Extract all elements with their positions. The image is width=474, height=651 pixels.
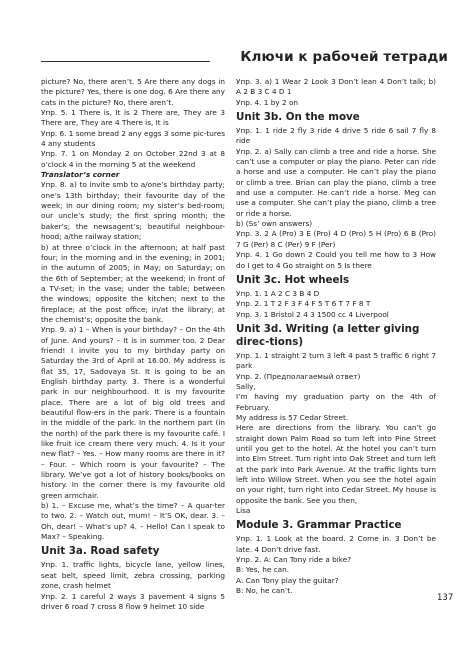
- page-header-title: Ключи к рабочей тетради: [240, 49, 448, 65]
- subheading: Translator’s corner: [41, 170, 120, 180]
- dialogue-line: A: Can Tony play the guitar?: [236, 575, 339, 585]
- section-heading: Unit 3b. On the move: [236, 111, 360, 124]
- answer-paragraph: Упр. 1. 1 Look at the board. 2 Come in. 3 Don’t be late. 4 Don’t drive fast.: [236, 534, 436, 554]
- right-column: [236, 77, 436, 596]
- answer-paragraph: b) (Ss’ own answers): [236, 219, 313, 229]
- answer-paragraph: b) 1. – Excuse me, what’s the time? – A quar-ter to two. 2. – Watch out, mum! – It’S OK, dear. 3. – Oh, dear! – What’s up? 4. – Hello! Can I speak to Max? – Speaking.: [41, 501, 225, 542]
- section-heading: Unit 3c. Hot wheels: [236, 273, 350, 286]
- answer-paragraph: Упр. 7. 1 on Monday 2 on October 22nd 3 at 8 o’clock 4 in the morning 5 at the weekend: [41, 149, 225, 169]
- answer-paragraph: Упр. 8. a) to invite smb to a/one’s birthday party; one’s 13th birthday; their favourite day of the week; in our dining room; my sister’s bed-room; our uncle’s study; the first spring month; the baker’s; the newsagent’s; beautiful neighbour-hood; a/the railway station;: [41, 180, 225, 242]
- header-rule: [41, 61, 210, 62]
- answer-paragraph: Упр. 1. 1 straight 2 turn 3 left 4 past 5 traffic 6 right 7 park: [236, 350, 436, 371]
- answer-paragraph: Упр. 2. 1 T 2 F 3 F 4 F 5 T 6 T 7 F 8 T: [236, 299, 371, 309]
- page-number: 137: [437, 593, 454, 603]
- answer-paragraph: Упр. 3. 1 Bristol 2 4 3 1500 cc 4 Liverpool: [236, 309, 389, 319]
- section-heading: Module 3. Grammar Practice: [236, 519, 402, 532]
- letter-line: My address is 57 Cedar Street.: [236, 412, 349, 422]
- dialogue-line: B: No, he can’t.: [236, 586, 293, 596]
- answer-paragraph: Упр. 9. a) 1 – When is your birthday? – On the 4th of June. And yours? – It is in summer too. 2 Dear friend! I invite you to my birthday party on Saturday the 3rd of April at 16.00. My address is flat 35, 17, Sadovaya St. It is going to be an English birthday party. 3. There is a wonderful park in our neighbourhood. It is my favourite place. There are a lot of big old trees and beautiful flow-ers in the park. There is a fountain in the middle of the park. In the northern part (in the north) of the park there is my favourite café. I like fruit ice cream there very much. 4. Is it your new flat? – Yes. – How many rooms are there in it? – Four. – Which room is your favourite? – The library. We’ve got a lot of history books/books on history. In the corner there is my favourite old green armchair.: [41, 325, 225, 500]
- answer-paragraph: Упр. 6. 1 some bread 2 any eggs 3 some pic-tures 4 any students: [41, 128, 225, 149]
- answer-paragraph: Упр. 4. 1 Go down 2 Could you tell me how to 3 How do I get to 4 Go straight on 5 Is there: [236, 250, 436, 270]
- dialogue-line: Упр. 2. A: Can Tony ride a bike?: [236, 555, 352, 565]
- answer-paragraph: Упр. 5. 1 There is, It is 2 There are, They are 3 There are, They are 4 There is, It is: [41, 108, 225, 128]
- letter-line: Sally,: [236, 381, 256, 391]
- answer-paragraph: Упр. 2. (Предполагаемый ответ): [236, 371, 361, 381]
- letter-line: Here are directions from the library. You can’t go straight down Palm Road so turn left into Pine Street until you get to the hotel. At the hotel you can’t turn into Elm Street. Turn right into Oak Street and turn left at the park into Park Avenue. At the traffic lights turn left into Willow Street. When you see the hotel again on your right, turn right into Cedar Street. My house is opposite the bank. See you then,: [236, 423, 436, 505]
- answer-paragraph: Упр. 3. 2 A (Pro) 3 E (Pro) 4 D (Pro) 5 H (Pro) 6 B (Pro) 7 G (Per) 8 C (Per) 9 F (Per): [236, 229, 436, 249]
- answer-paragraph: Упр. 1. 1 ride 2 fly 3 ride 4 drive 5 ride 6 sail 7 fly 8 ride: [236, 126, 436, 146]
- dialogue-line: B: Yes, he can.: [236, 565, 290, 575]
- answer-paragraph: Упр. 2. a) Sally can climb a tree and ride a horse. She can’t use a computer or play the piano. Peter can ride a horse and use a computer. He can’t play the piano or climb a tree. Brian can play the piano, climb a tree and use a computer. He can’t ride a horse. Meg can use a computer. She can’t play the piano, climb a tree or ride a horse.: [236, 146, 436, 218]
- section-heading: Unit 3a. Road safety: [41, 545, 160, 558]
- answer-paragraph: Упр. 2. 1 careful 2 ways 3 pavement 4 signs 5 driver 6 road 7 cross 8 flow 9 helmet 10 side: [41, 591, 225, 611]
- answer-paragraph: b) at three o’clock in the afternoon; at half past four; in the morning and in the evening; in 2001; in the autumn of 2005; in May; on Saturday; on the 6th of September; at the weekend; in front of a TV-set; in the vase; under the table; between the windows; opposite the kitchen; next to the fireplace; at the post office; in/at the library; at the chemist’s; opposite the bank.: [41, 242, 225, 324]
- answer-paragraph: Упр. 4. 1 by 2 on: [236, 97, 299, 107]
- letter-line: Lisa: [236, 506, 251, 516]
- answer-paragraph: picture? No, there aren’t. 5 Are there any dogs in the picture? Yes, there is one dog. 6 Are there any cats in the picture? No, there aren’t.: [41, 77, 225, 107]
- letter-line: I’m having my graduation party on the 4th of February.: [236, 392, 436, 412]
- answer-paragraph: Упр. 1. traffic lights, bicycle lane, yellow lines, seat belt, speed limit, zebra crossing, parking zone, crash helmet: [41, 560, 225, 591]
- left-column: [41, 77, 225, 612]
- answer-paragraph: Упр. 1. 1 A 2 C 3 B 4 D: [236, 288, 320, 298]
- section-heading: Unit 3d. Writing (a letter giving direc-tions): [236, 322, 420, 348]
- answer-paragraph: Упр. 3. a) 1 Wear 2 Look 3 Don’t lean 4 Don’t talk; b) A 2 B 3 C 4 D 1: [236, 77, 436, 97]
